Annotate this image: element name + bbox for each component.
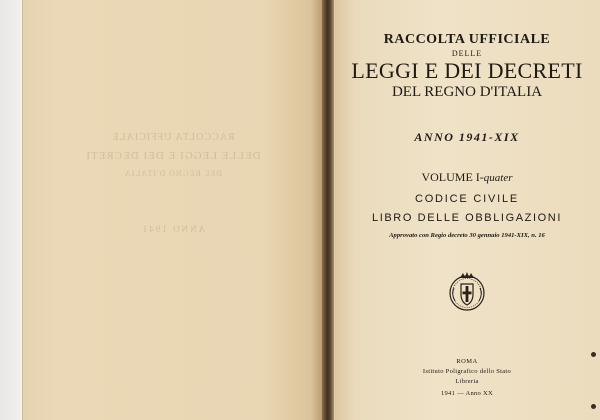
year-label: ANNO 1941-XIX <box>414 130 520 144</box>
main-title: LEGGI E DEI DECRETI <box>351 58 583 83</box>
main-subtitle: DEL REGNO D'ITALIA <box>391 84 543 100</box>
margin-mark <box>591 404 596 409</box>
imprint-city: ROMA <box>456 358 478 365</box>
book-spine-fold <box>322 0 334 420</box>
imprint-year: 1941 — Anno XX <box>440 390 494 397</box>
savoy-crest-icon <box>446 270 488 314</box>
imprint-bookshop: Libreria <box>455 378 479 385</box>
margin-mark <box>591 352 596 357</box>
scan-background <box>0 0 20 420</box>
series-title-connector: DELLE <box>451 49 483 58</box>
approval-note: Approvato con Regio decreto 30 gennaio 1941-XIX, n. 16 <box>389 232 545 239</box>
bleed-through-text: ANNO 1941 <box>140 224 206 234</box>
open-book <box>18 0 600 420</box>
bleed-through-text: DELLE LEGGI E DEI DECRETI <box>85 150 261 162</box>
left-page <box>22 0 323 420</box>
volume-label <box>334 170 600 185</box>
imprint-publisher: Istituto Poligrafico dello Stato <box>422 368 512 375</box>
series-title: RACCOLTA UFFICIALE <box>383 32 551 47</box>
book-title: LIBRO DELLE OBBLIGAZIONI <box>371 212 562 224</box>
code-title: CODICE CIVILE <box>414 193 520 205</box>
bleed-through-text: RACCOLTA UFFICIALE <box>111 132 235 143</box>
volume-suffix: quater <box>483 172 513 184</box>
title-page <box>334 0 600 420</box>
bleed-through-text: DEL REGNO D'ITALIA <box>123 169 223 178</box>
volume-number: VOLUME I- <box>421 170 484 184</box>
